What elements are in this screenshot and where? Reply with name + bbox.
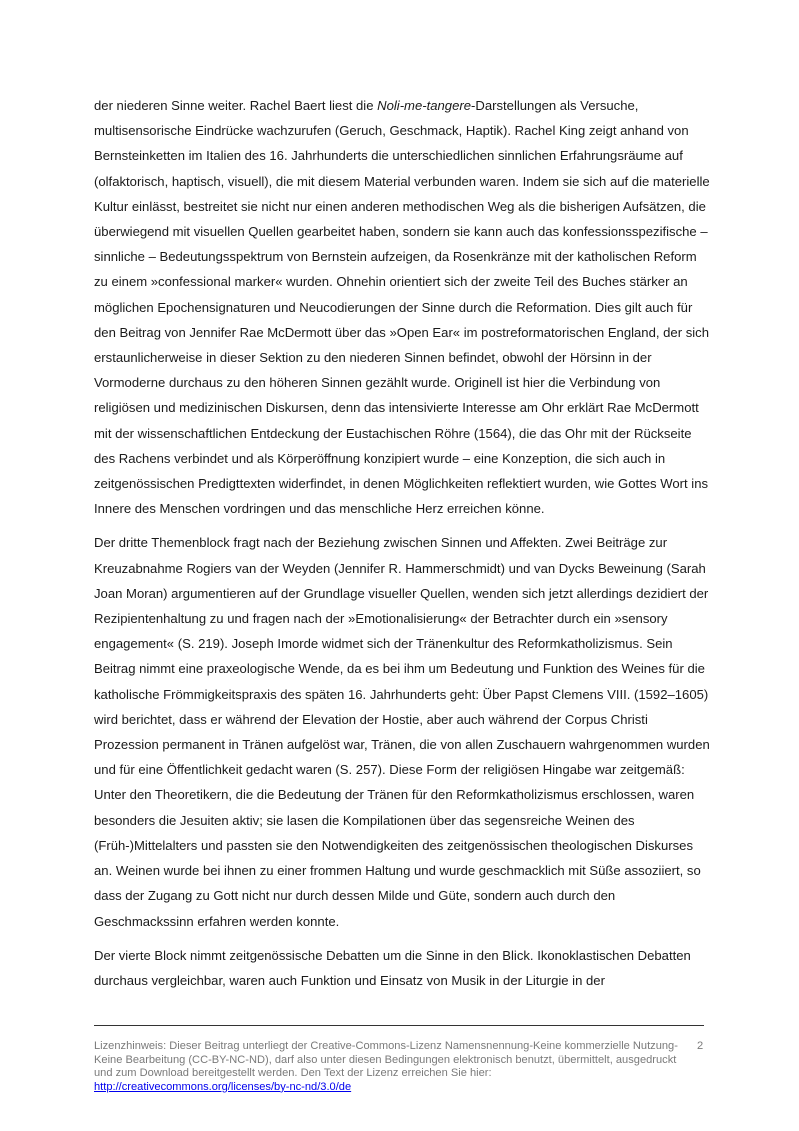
- italic-title: Noli-me-tangere: [377, 98, 472, 113]
- license-note: [94, 1040, 690, 1094]
- paragraph-3: Der vierte Block nimmt zeitgenössische Debatten um die Sinne in den Blick. Ikonoklastischen Debatten durchaus vergleichbar, waren auch Funktion und Einsatz von Musik in der Liturgie in der: [94, 947, 691, 988]
- license-footer: [94, 1040, 704, 1094]
- paragraph-1: [94, 93, 714, 521]
- license-link[interactable]: http://creativecommons.org/licenses/by-nc-nd/3.0/de: [94, 1080, 352, 1093]
- page-number: 2: [697, 1040, 704, 1052]
- footer-divider: [94, 1025, 704, 1026]
- paragraph-1-rest: -Darstellungen als Versuche, multisensorische Eindrücke wachzurufen (Geruch, Geschmack, Haptik). Rachel King zeigt anhand von Bernsteinketten im Italien des 16. Jahrhunderts die unterschiedlichen sinnlichen Erfahrungsräume auf (olfaktorisch, haptisch, visuell), die mit diesem Material verbunden waren. Indem sie sich auf die materielle Kultur einlässt, bestreitet sie nicht nur einen anderen methodischen Weg als die bisherigen Aufsätzen, die überwiegend mit visuellen Quellen gearbeitet haben, sondern sie kann auch das konfessionsspezifische – sinnliche – Bedeutungsspektrum von Bernstein aufzeigen, da Rosenkränze mit der katholischen Reform zu einem »confessional marker« wurden. Ohnehin orientiert sich der zweite Teil des Buches stärker an möglichen Epochensignaturen und Neucodierungen der Sinne durch die Reformation. Dies gilt auch für den Beitrag von Jennifer Rae McDermott über das »Open Ear« im postreformatorischen England, der sich erstaunlicherweise in dieser Sektion zu den niederen Sinnen befindet, obwohl der Hörsinn in der Vormoderne durchaus zu den höheren Sinnen gezählt wurde. Originell ist hier die Verbindung von religiösen und medizinischen Diskursen, denn das intensivierte Interesse am Ohr erklärt Rae McDermott mit der wissenschaftlichen Entdeckung der Eustachischen Röhre (1564), die das Ohr mit der Rückseite des Rachens verbindet und als Körperöffnung konzipiert wurde – eine Konzeption, die sich auch in zeitgenössischen Predigttexten widerfindet, in denen Möglichkeiten reflektiert wurden, wie Gottes Wort ins Innere des Menschen vordringen und das menschliche Herz erreichen könne.: [94, 98, 710, 517]
- document-body: [94, 93, 714, 1002]
- paragraph-1-start: der niederen Sinne weiter. Rachel Baert liest die: [94, 98, 378, 113]
- paragraph-2: Der dritte Themenblock fragt nach der Beziehung zwischen Sinnen und Affekten. Zwei Beiträge zur Kreuzabnahme Rogiers van der Weyden (Jennifer R. Hammerschmidt) und van Dycks Beweinung (Sarah Joan Moran) argumentieren auf der Grundlage visueller Quellen, wenden sich jetzt allerdings dezidiert der Rezipientenhaltung zu und fragen nach der »Emotionalisierung« der Betrachter durch ein »sensory engagement« (S. 219). Joseph Imorde widmet sich der Tränenkultur des Reformkatholizismus. Sein Beitrag nimmt eine praxeologische Wende, da es bei ihm um Bedeutung und Funktion des Weines für die katholische Frömmigkeitspraxis des späten 16. Jahrhunderts geht: Über Papst Clemens VIII. (1592–1605) wird berichtet, dass er während der Elevation der Hostie, aber auch während der Corpus Christi Prozession permanent in Tränen aufgelöst war, Tränen, die von allen Zuschauern wahrgenommen wurden und für eine Öffentlichkeit gedacht waren (S. 257). Diese Form der religiösen Hingabe war zeitgemäß: Unter den Theoretikern, die die Bedeutung der Tränen für den Reformkatholizismus erschlossen, waren besonders die Jesuiten aktiv; sie lasen die Kompilationen über das segensreiche Weinen des (Früh-)Mittelalters und passten sie den Notwendigkeiten des zeitgenössischen theologischen Diskurses an. Weinen wurde bei ihnen zu einer frommen Haltung und wurde geschmacklich mit Süße assoziiert, so dass der Zugang zu Gott nicht nur durch dessen Milde und Güte, sondern auch durch den Geschmackssinn erfahren werden konnte.: [94, 535, 710, 929]
- license-text: Lizenzhinweis: Dieser Beitrag unterliegt der Creative-Commons-Lizenz Namensnennung-Keine kommerzielle Nutzung-Keine Bearbeitung (CC-BY-NC-ND), darf also unter diesen Bedingungen elektronisch benutzt, übermittelt, ausgedruckt und zum Download bereitgestellt werden. Den Text der Lizenz erreichen Sie hier:: [94, 1040, 678, 1080]
